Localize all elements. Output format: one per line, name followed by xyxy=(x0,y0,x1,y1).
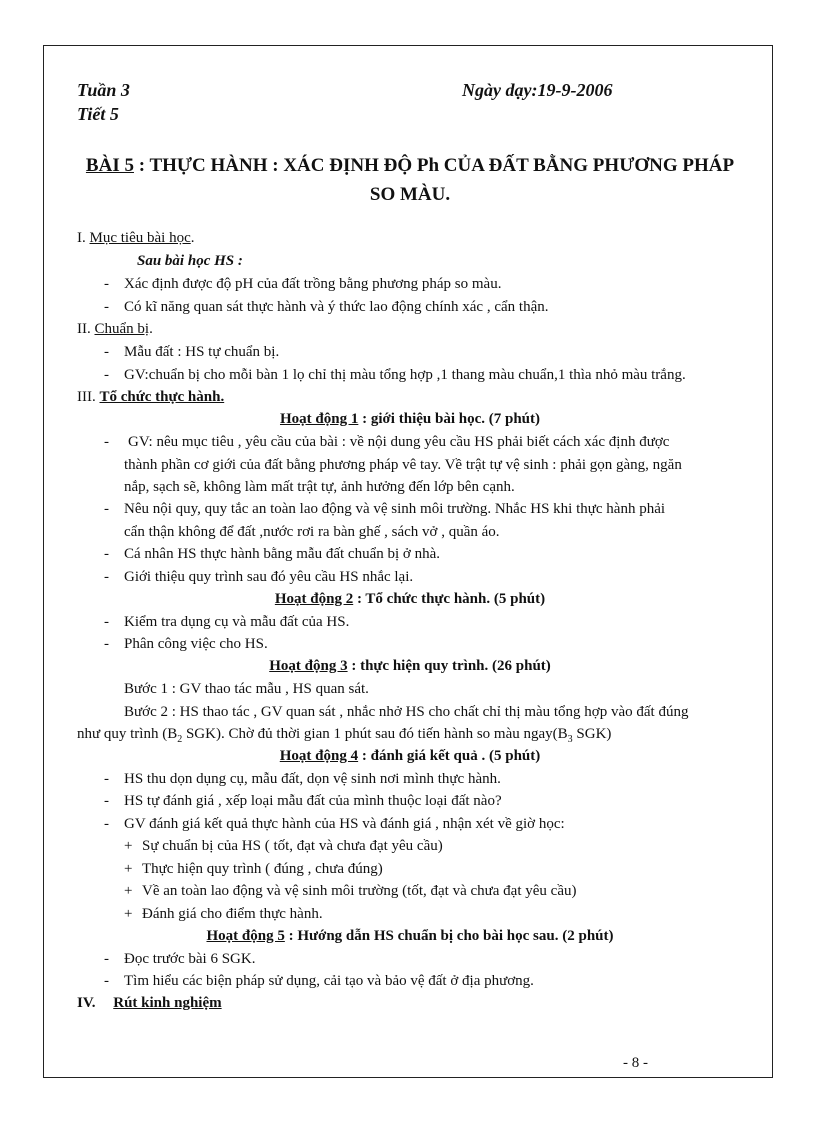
bullet-dash: - xyxy=(104,973,109,989)
activity-4-heading: Hoạt động 4 : đánh giá kết quả . (5 phút) xyxy=(279,748,541,764)
section-1-subheading: Sau bài học HS : xyxy=(137,253,243,269)
list-item: Nêu nội quy, quy tắc an toàn lao động và vệ sinh môi trường. Nhắc HS khi thực hành phải xyxy=(124,501,666,517)
list-item: Có kĩ năng quan sát thực hành và ý thức lao động chính xác , cẩn thận. xyxy=(124,299,549,315)
list-item: Giới thiệu quy trình sau đó yêu cầu HS nhắc lại. xyxy=(124,569,414,585)
lesson-title-line1: : THỰC HÀNH : XÁC ĐỊNH ĐỘ Ph CỦA ĐẤT BẰNG PHƯƠNG PHÁP xyxy=(138,155,735,176)
lesson-title-line2: SO MÀU. xyxy=(369,184,451,205)
bullet-dash: - xyxy=(104,816,109,832)
list-item: Phân công việc cho HS. xyxy=(124,636,268,652)
lesson-number: BÀI 5 xyxy=(85,155,134,176)
section-2-heading: II. Chuẩn bị. xyxy=(77,321,153,337)
bullet-dash: - xyxy=(104,367,109,383)
list-item: Đọc trước bài 6 SGK. xyxy=(124,951,256,967)
activity-2-heading: Hoạt động 2 : Tổ chức thực hành. (5 phút) xyxy=(274,591,546,607)
section-4-heading: IV. Rút kinh nghiệm xyxy=(77,995,222,1011)
list-item-continued: thành phần cơ giới của đất bằng phương pháp vê tay. Về trật tự vệ sinh : phải gọn gàng, ngăn xyxy=(124,457,682,473)
teaching-date: Ngày dạy:19-9-2006 xyxy=(462,80,613,100)
bullet-dash: - xyxy=(104,569,109,585)
activity-3-heading: Hoạt động 3 : thực hiện quy trình. (26 phút) xyxy=(269,658,551,674)
bullet-dash: - xyxy=(104,501,109,517)
sub-list-item: Về an toàn lao động và vệ sinh môi trường (tốt, đạt và chưa đạt yêu cầu) xyxy=(142,883,577,899)
list-item: Mẫu đất : HS tự chuẩn bị. xyxy=(124,344,280,360)
bullet-dash: - xyxy=(104,771,109,787)
bullet-dash: - xyxy=(104,299,109,315)
bullet-dash: - xyxy=(104,546,109,562)
page-number: - 8 - xyxy=(623,1055,648,1071)
section-3-heading: III. Tổ chức thực hành. xyxy=(77,389,225,405)
bullet-dash: - xyxy=(104,614,109,630)
bullet-dash: - xyxy=(104,793,109,809)
list-item: Kiểm tra dụng cụ và mẫu đất của HS. xyxy=(124,614,350,630)
activity-1-heading: Hoạt động 1 : giới thiệu bài học. (7 phút) xyxy=(279,411,541,427)
list-item-continued: cẩn thận không để đất ,nước rơi ra bàn ghế , sách vở , quần áo. xyxy=(124,524,500,540)
bullet-dash: - xyxy=(104,636,109,652)
section-1-title: Mục tiêu bài học xyxy=(89,230,191,246)
plus-bullet: + xyxy=(124,883,133,899)
sub-list-item: Đánh giá cho điểm thực hành. xyxy=(142,906,323,922)
section-4-title: Rút kinh nghiệm xyxy=(113,995,222,1011)
week-label: Tuần 3 xyxy=(77,80,130,100)
list-item: GV: nêu mục tiêu , yêu cầu của bài : về nội dung yêu cầu HS phải biết cách xác định được xyxy=(128,434,670,450)
bullet-dash: - xyxy=(104,951,109,967)
step-1: Bước 1 : GV thao tác mẫu , HS quan sát. xyxy=(124,681,369,697)
period-label: Tiết 5 xyxy=(77,104,119,124)
plus-bullet: + xyxy=(124,906,133,922)
lesson-title xyxy=(60,155,760,177)
list-item: HS thu dọn dụng cụ, mẫu đất, dọn vệ sinh nơi mình thực hành. xyxy=(124,771,501,787)
plus-bullet: + xyxy=(124,838,133,854)
section-1-heading: I. Mục tiêu bài học. xyxy=(77,230,195,246)
bullet-dash: - xyxy=(104,276,109,292)
section-3-title: Tổ chức thực hành. xyxy=(99,389,225,405)
sub-list-item: Sự chuẩn bị của HS ( tốt, đạt và chưa đạt yêu cầu) xyxy=(142,838,443,854)
list-item: HS tự đánh giá , xếp loại mẫu đất của mình thuộc loại đất nào? xyxy=(124,793,502,809)
list-item: GV đánh giá kết quả thực hành của HS và đánh giá , nhận xét về giờ học: xyxy=(124,816,565,832)
list-item: Tìm hiểu các biện pháp sử dụng, cải tạo và bảo vệ đất ở địa phương. xyxy=(124,973,534,989)
bullet-dash: - xyxy=(104,434,109,450)
list-item: GV:chuẩn bị cho mỗi bàn 1 lọ chỉ thị màu tổng hợp ,1 thang màu chuẩn,1 thìa nhỏ màu trắng. xyxy=(124,367,686,383)
step-2: Bước 2 : HS thao tác , GV quan sát , nhắc nhở HS cho chất chỉ thị màu tổng hợp vào đất đúng xyxy=(124,704,689,720)
sub-list-item: Thực hiện quy trình ( đúng , chưa đúng) xyxy=(142,861,383,877)
bullet-dash: - xyxy=(104,344,109,360)
activity-5-heading: Hoạt động 5 : Hướng dẫn HS chuẩn bị cho bài học sau. (2 phút) xyxy=(206,928,614,944)
list-item: Xác định được độ pH của đất trồng bằng phương pháp so màu. xyxy=(124,276,502,292)
list-item-continued: nắp, sạch sẽ, không làm mất trật tự, ảnh hưởng đến lớp bên cạnh. xyxy=(124,479,515,495)
list-item: Cá nhân HS thực hành bằng mẫu đất chuẩn bị ở nhà. xyxy=(124,546,440,562)
plus-bullet: + xyxy=(124,861,133,877)
step-2-continued: như quy trình ($B_2$ SGK). Chờ đủ thời gian 1 phút sau đó tiến hành so màu $ngay(B_3$ SGK) xyxy=(77,726,612,745)
section-2-title: Chuẩn bị xyxy=(94,321,150,337)
